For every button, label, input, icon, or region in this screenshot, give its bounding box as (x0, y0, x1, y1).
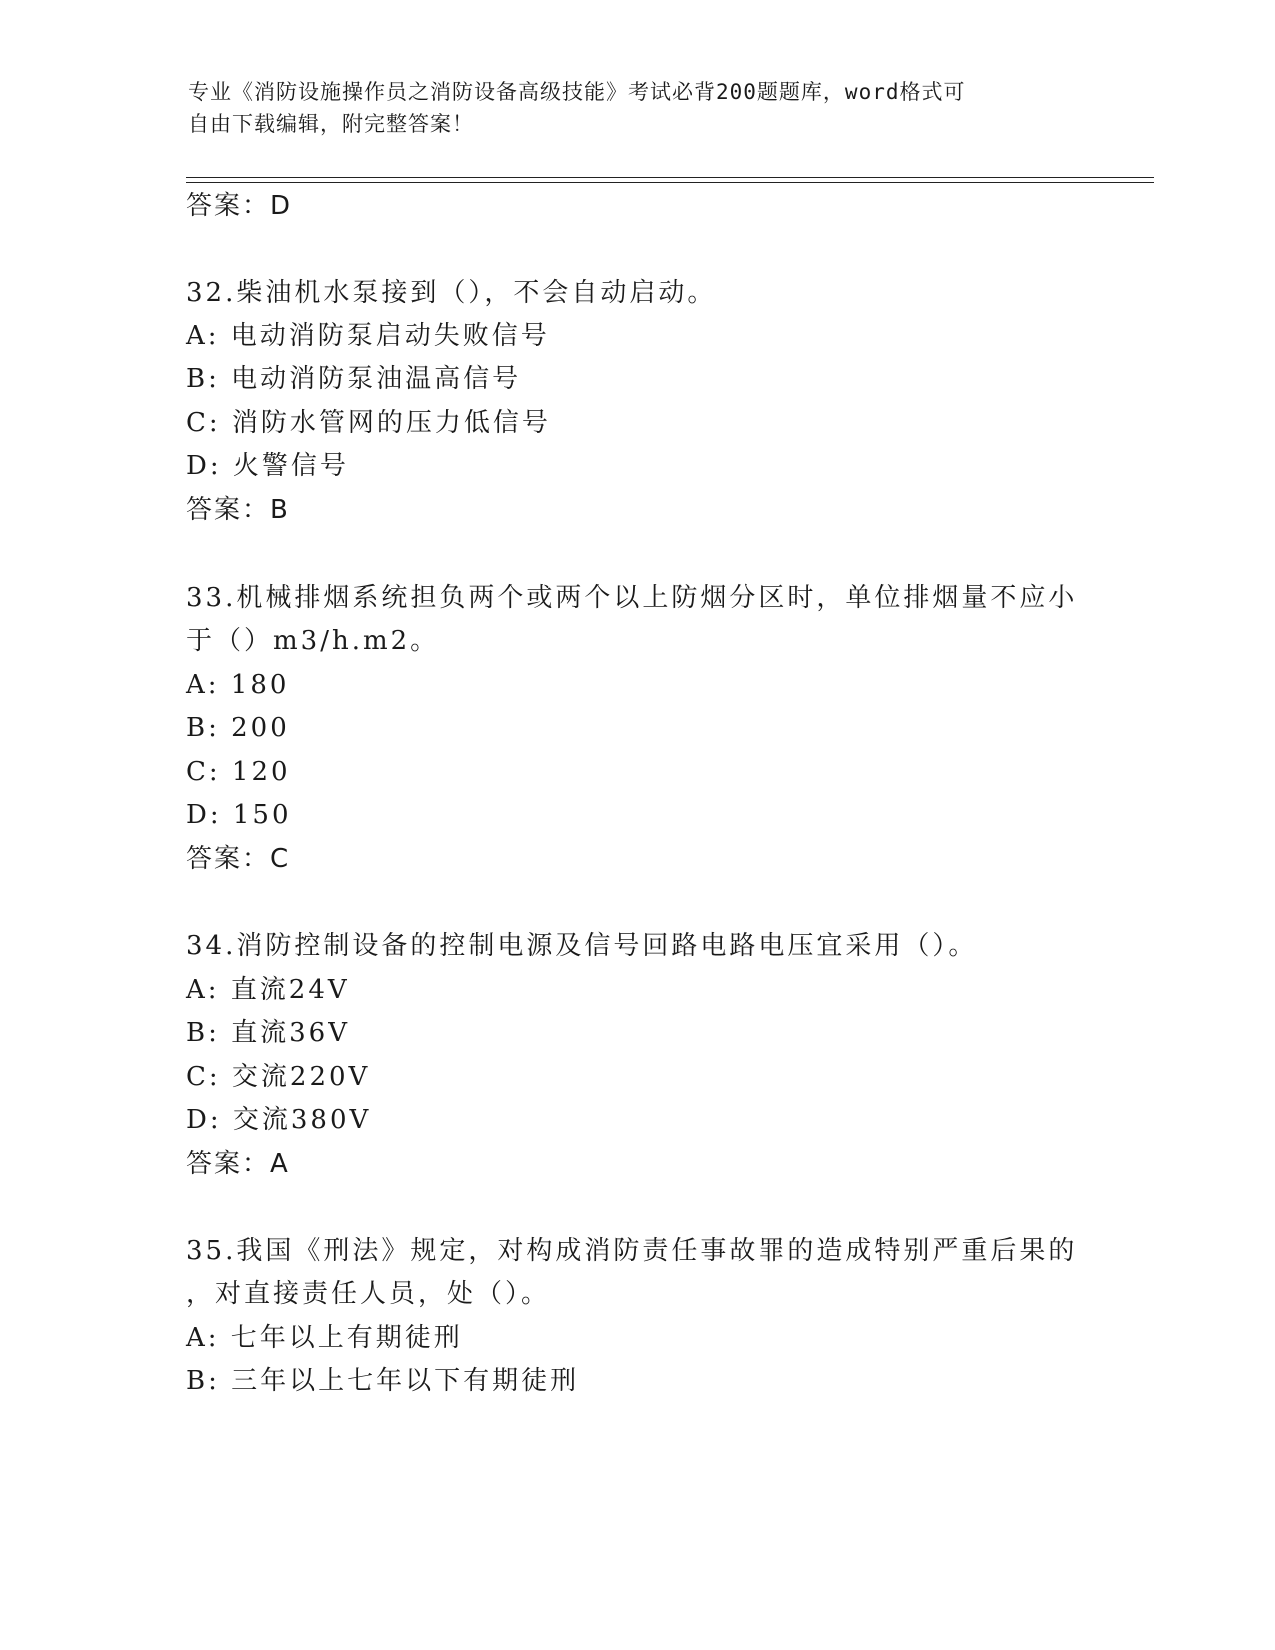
question-34-answer: 答案：A (186, 1149, 290, 1179)
question-32-option-a: A: 电动消防泵启动失败信号 (186, 321, 550, 351)
question-32-option-b: B: 电动消防泵油温高信号 (186, 364, 522, 394)
question-33-option-d: D: 150 (186, 800, 292, 830)
document-header (188, 76, 1088, 140)
question-33-stem-line-1: 33.机械排烟系统担负两个或两个以上防烟分区时，单位排烟量不应小 (186, 583, 1078, 613)
answer-31: 答案：D (186, 191, 293, 221)
question-35-stem-line-1: 35.我国《刑法》规定，对构成消防责任事故罪的造成特别严重后果的 (186, 1236, 1078, 1266)
question-33-answer: 答案：C (186, 844, 291, 874)
question-32-option-d: D: 火警信号 (186, 451, 349, 481)
question-33-option-c: C: 120 (186, 757, 291, 787)
question-32-stem: 32.柴油机水泵接到（），不会自动启动。 (186, 278, 717, 308)
question-33-option-b: B: 200 (186, 713, 290, 743)
question-33-stem-line-2: 于（）m3/h.m2。 (186, 626, 440, 656)
question-35-option-a: A: 七年以上有期徒刑 (186, 1323, 463, 1353)
header-divider-top (186, 177, 1154, 178)
header-line-2: 自由下载编辑，附完整答案！ (188, 112, 474, 136)
question-32-answer: 答案：B (186, 495, 290, 525)
question-35-stem-line-2: ，对直接责任人员，处（）。 (186, 1279, 551, 1309)
question-34-option-b: B: 直流36V (186, 1018, 350, 1048)
header-line-1: 专业《消防设施操作员之消防设备高级技能》考试必背200题题库，word格式可 (188, 80, 966, 104)
question-35-option-b: B: 三年以上七年以下有期徒刑 (186, 1366, 580, 1396)
question-33-option-a: A: 180 (186, 670, 290, 700)
question-34-stem: 34.消防控制设备的控制电源及信号回路电路电压宜采用（）。 (186, 931, 978, 961)
question-34-option-d: D: 交流380V (186, 1105, 372, 1135)
question-34-option-a: A: 直流24V (186, 975, 350, 1005)
question-32-option-c: C: 消防水管网的压力低信号 (186, 408, 551, 438)
question-34-option-c: C: 交流220V (186, 1062, 371, 1092)
header-divider-bottom (186, 182, 1154, 183)
